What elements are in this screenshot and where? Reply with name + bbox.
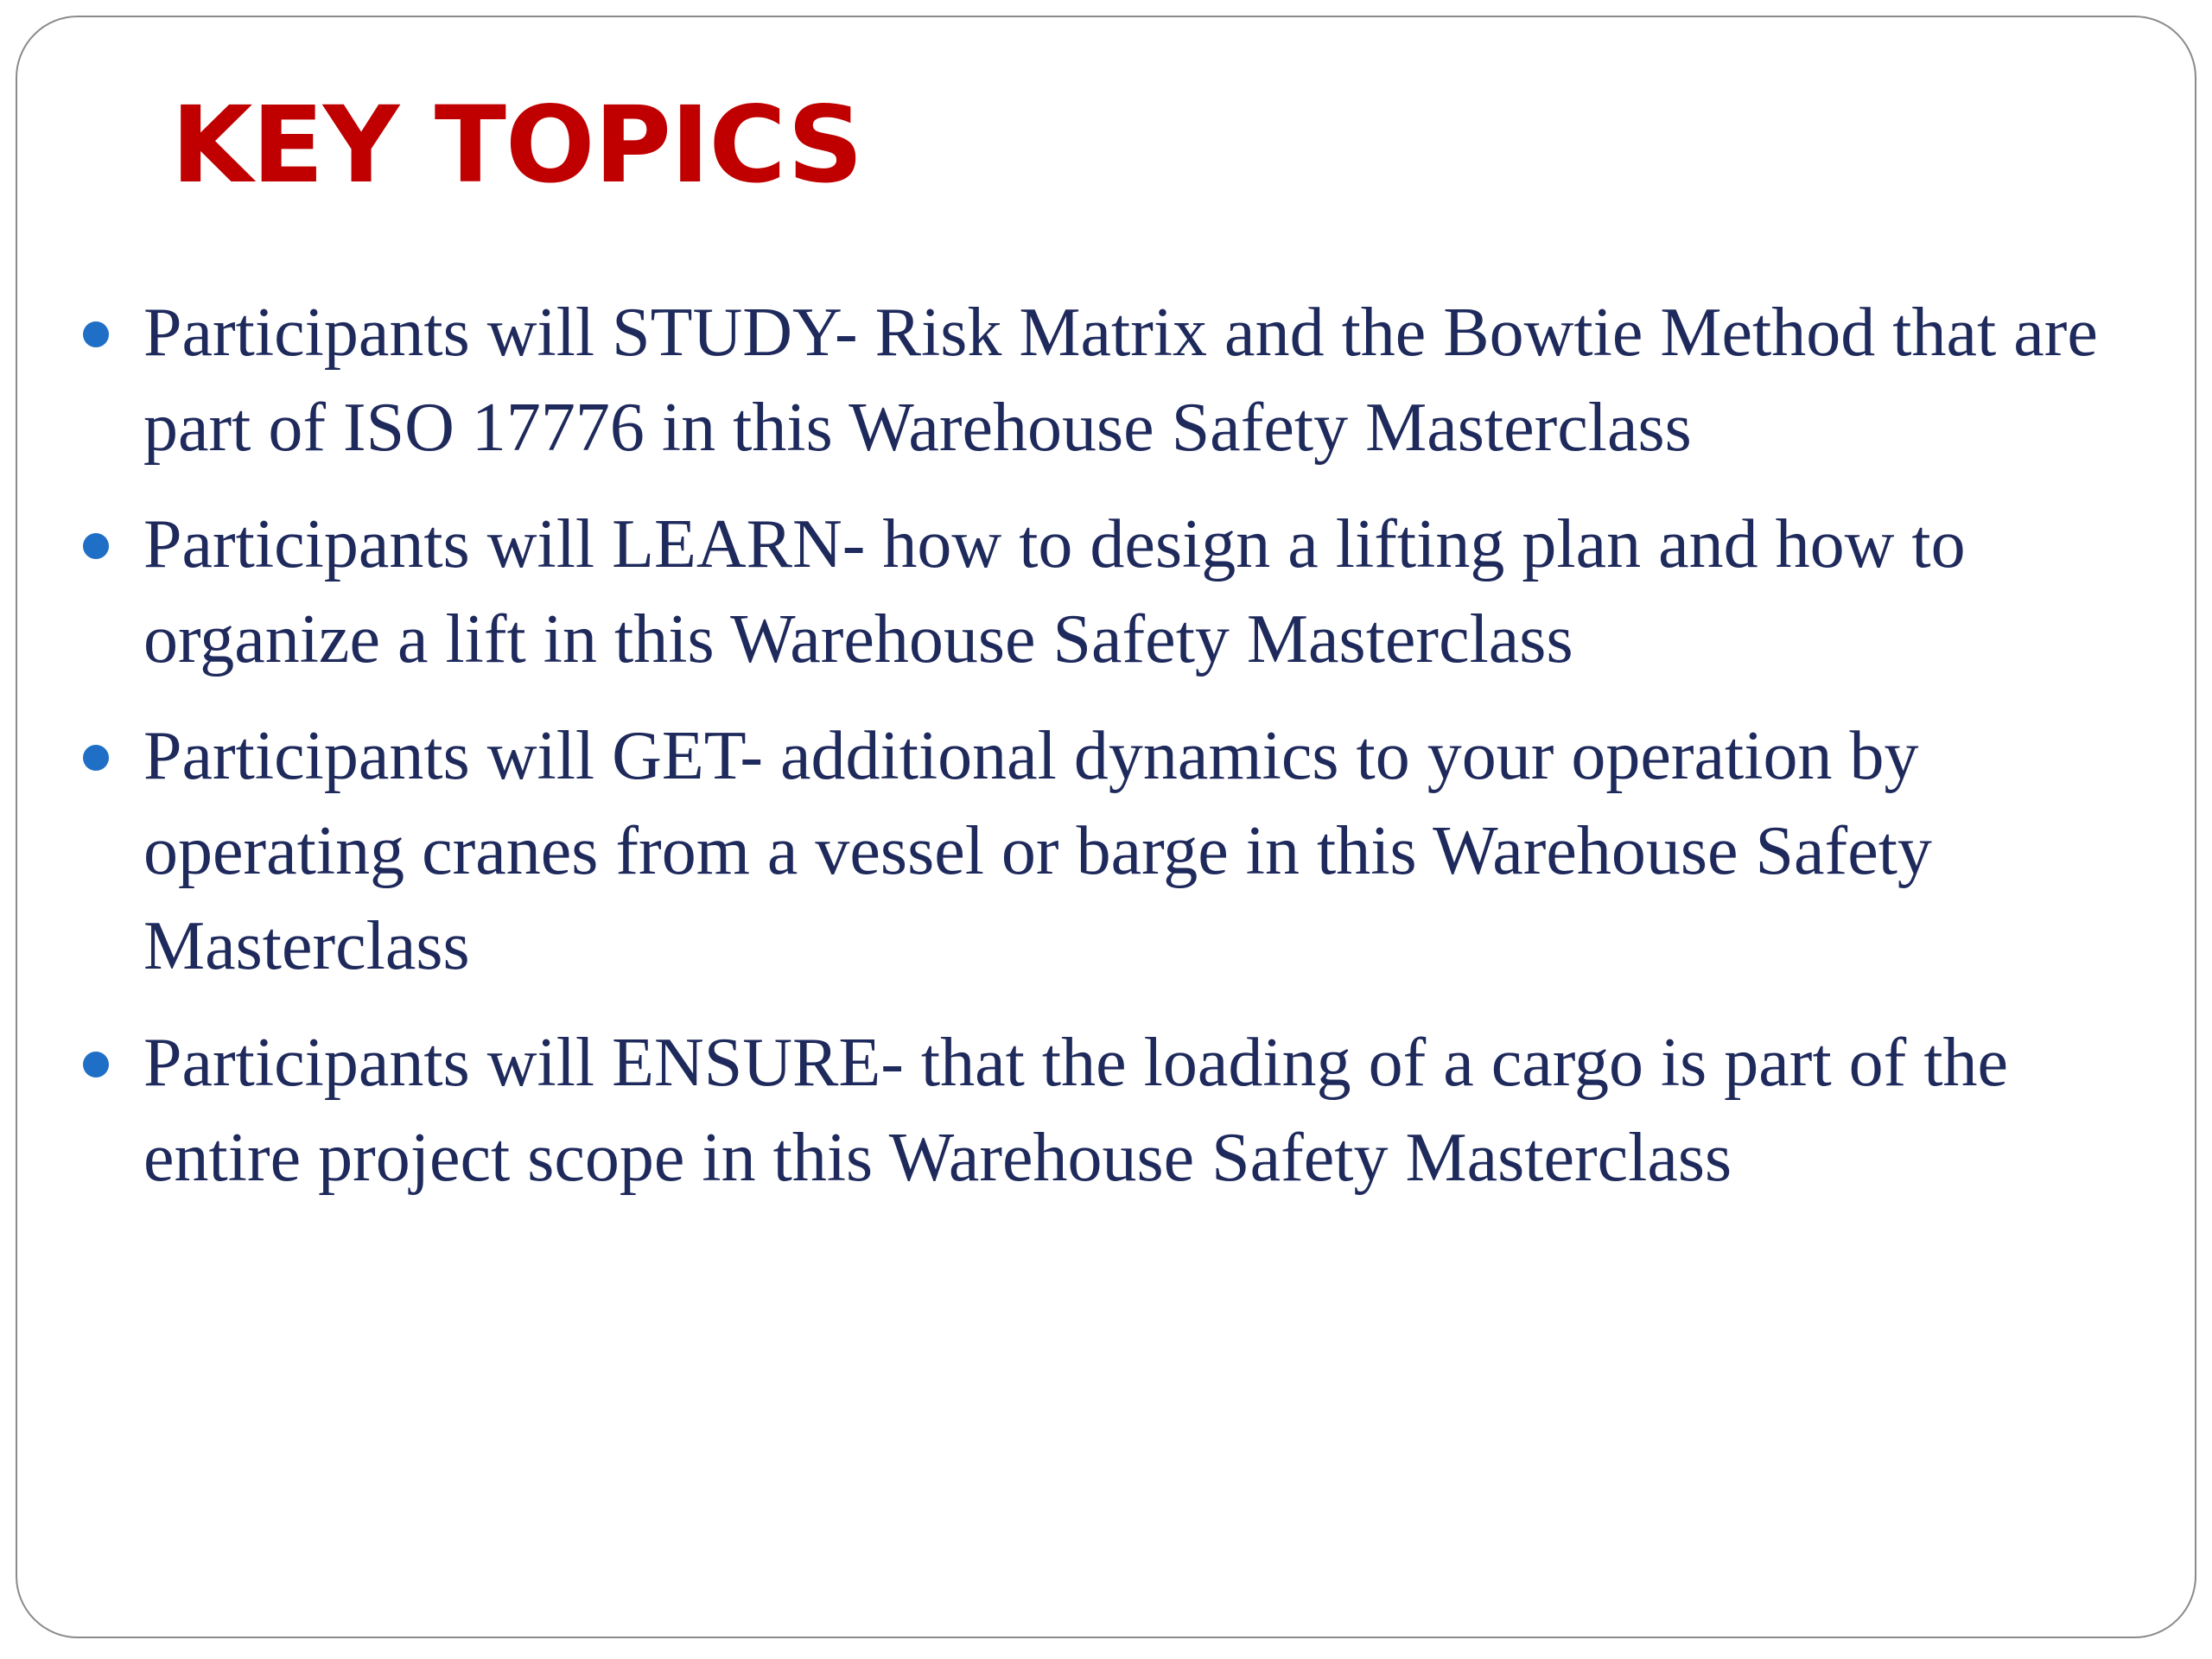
bullet-text: Participants will LEARN- how to design a lifting plan and how to organize a lift in this Warehouse Safety Masterclass bbox=[143, 506, 1966, 677]
bullet-text: Participants will ENSURE- that the loading of a cargo is part of the entire project scope in this Warehouse Safety Masterclass bbox=[143, 1025, 2009, 1196]
bullet-item bbox=[143, 285, 2183, 475]
bullet-icon bbox=[83, 1052, 109, 1077]
bullet-icon bbox=[83, 745, 109, 771]
bullet-text: Participants will STUDY- Risk Matrix and the Bowtie Method that are part of ISO 17776 in this Warehouse Safety Masterclass bbox=[143, 295, 2098, 466]
bullet-icon bbox=[83, 321, 109, 347]
bullet-item bbox=[143, 709, 2183, 994]
bullet-text: Participants will GET- additional dynamics to your operation by operating cranes from a vessel or barge in this Warehouse Safety Masterclass bbox=[143, 718, 1932, 984]
bullet-item bbox=[143, 497, 2183, 687]
bullet-icon bbox=[83, 533, 109, 559]
bullet-item bbox=[143, 1015, 2183, 1205]
slide-title: KEY TOPICS bbox=[171, 84, 863, 207]
slide-frame bbox=[16, 16, 2196, 1638]
